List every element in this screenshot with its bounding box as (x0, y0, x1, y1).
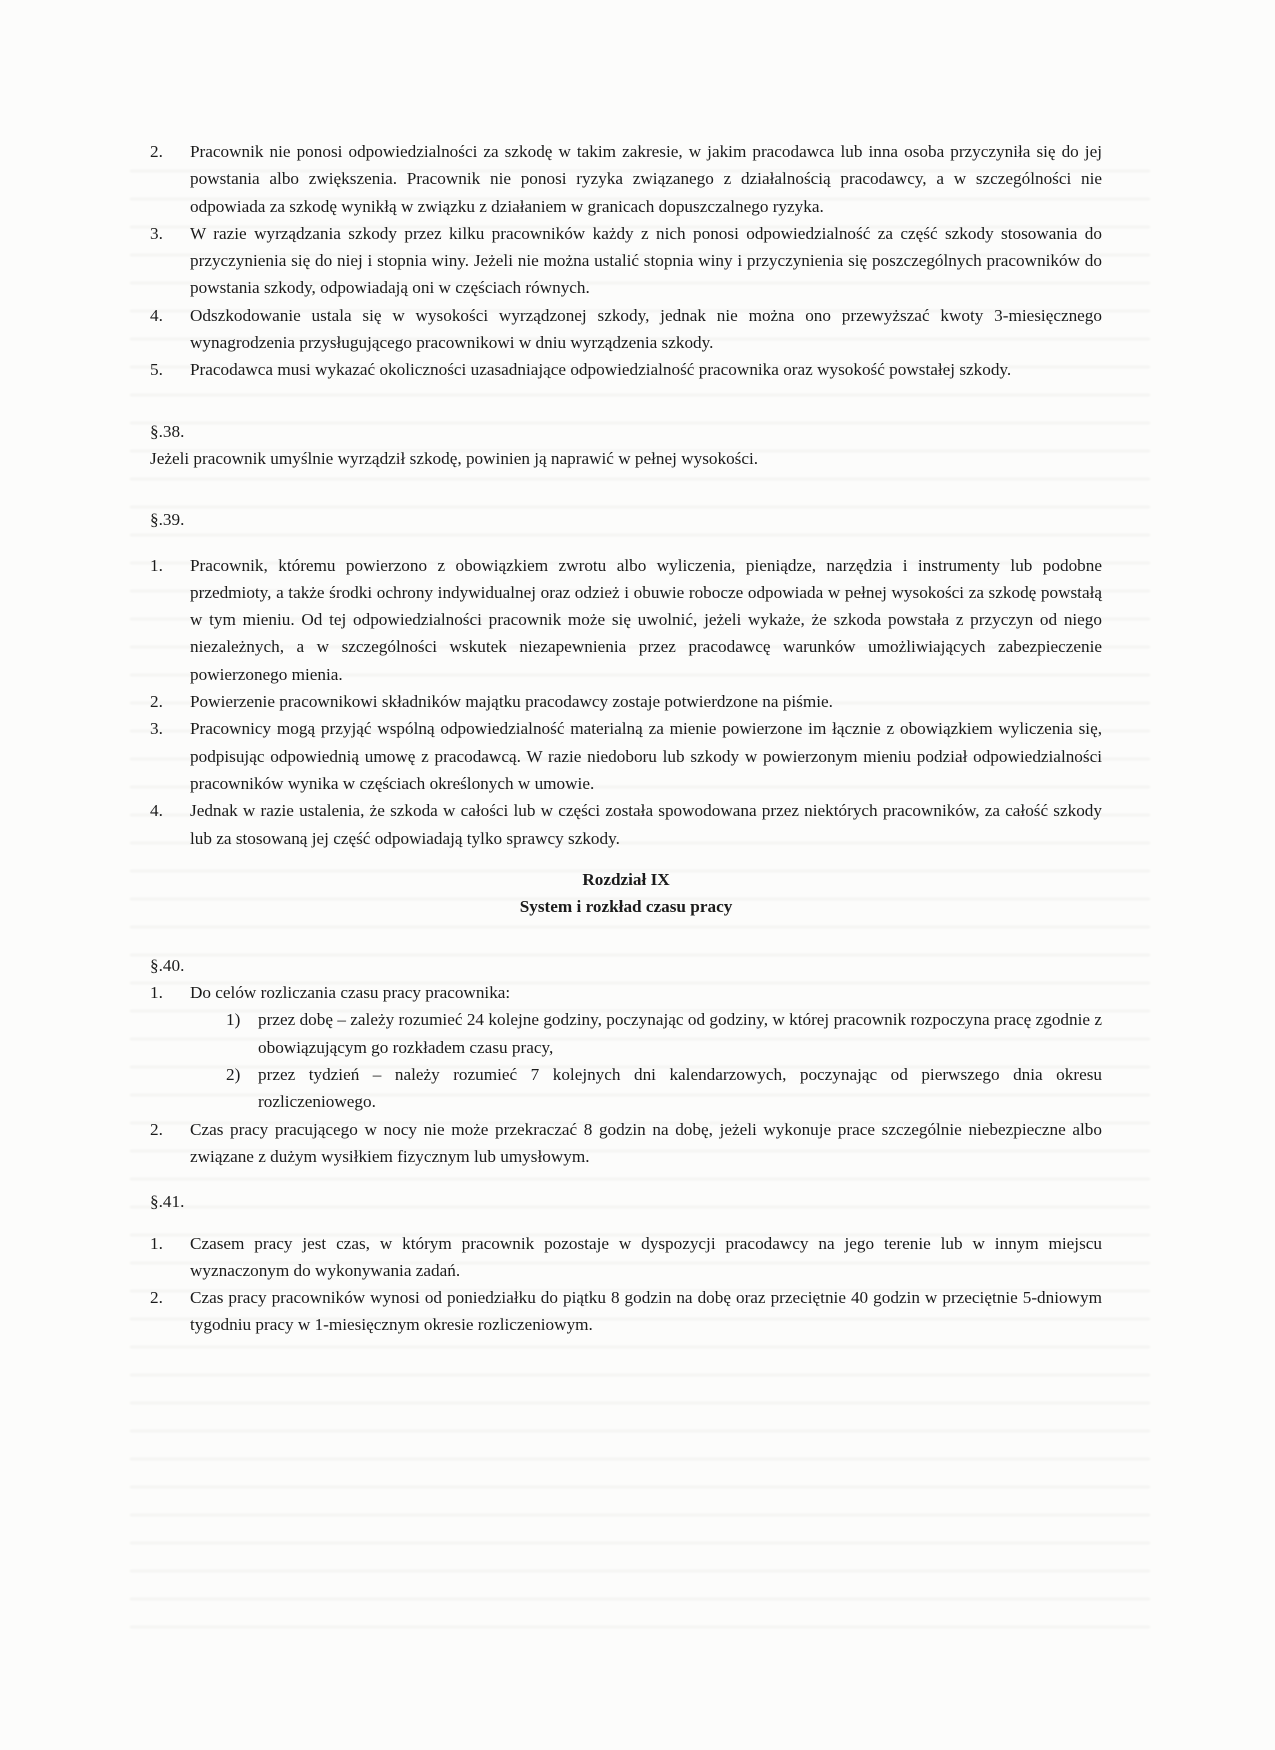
sub-item-text: przez tydzień – należy rozumieć 7 kolejnych dni kalendarzowych, poczynając od pierwszego dnia okresu rozliczeniowego. (258, 1065, 1102, 1112)
item-number: 4. (150, 801, 163, 821)
item-text: Czasem pracy jest czas, w którym pracownik pozostaje w dyspozycji pracodawcy na jego terenie lub w innym miejscu wyznaczonym do wykonywania zadań. (190, 1233, 1102, 1280)
list-item (150, 688, 1102, 715)
list-item (150, 715, 1102, 797)
item-text: Pracownik nie ponosi odpowiedzialności za szkodę w takim zakresie, w jakim pracodawca lub inna osoba przyczyniła się do jej powstania albo zwiększenia. Pracownik nie ponosi ryzyka związanego z działalnością pracodawcy, a w szczególności nie odpowiada za szkodę wynikłą w związku z działaniem w granicach dopuszczalnego ryzyka. (190, 142, 1102, 216)
item-text: Czas pracy pracującego w nocy nie może przekraczać 8 godzin na dobę, jeżeli wykonuje prace szczególnie niebezpieczne albo związane z dużym wysiłkiem fizycznym lub umysłowym. (190, 1119, 1102, 1166)
item-number: 2. (150, 142, 163, 161)
document-body (150, 138, 1102, 1339)
item-number: 5. (150, 360, 163, 380)
item-number: 4. (150, 305, 163, 325)
section-heading-41: §.41. (150, 1192, 185, 1212)
sub-item-text: przez dobę – zależy rozumieć 24 kolejne godziny, poczynając od godziny, w której pracownik rozpoczyna pracę zgodnie z obowiązującym go rozkładem czasu pracy, (258, 1010, 1102, 1057)
item-number: 3. (150, 223, 163, 243)
list-item (150, 220, 1102, 302)
section-heading-40: §.40. (150, 955, 185, 975)
sub-item-number: 2) (226, 1065, 241, 1085)
chapter-heading (150, 866, 1102, 920)
item-number: 2. (150, 1288, 163, 1308)
list-item (150, 1230, 1102, 1285)
list-item (150, 797, 1102, 852)
item-text: Powierzenie pracownikowi składników majątku pracodawcy zostaje potwierdzone na piśmie. (190, 692, 833, 712)
chapter-title: System i rozkład czasu pracy (519, 896, 733, 916)
list-item (150, 302, 1102, 357)
item-number: 2. (150, 1119, 163, 1139)
item-text: Pracownik, któremu powierzono z obowiązkiem zwrotu albo wyliczenia, pieniądze, narzędzia i instrumenty lub podobne przedmioty, a także środki ochrony indywidualnej oraz odzież i obuwie robocze odpowiada w pełnej wysokości za szkodę powstałą w tym mieniu. Od tej odpowiedzialności pracownik może się uwolnić, jeżeli wykaże, że szkoda powstała z przyczyn od niego niezależnych, a w szczególności wskutek niezapewnienia przez pracodawcę warunków umożliwiających zabezpieczenie powierzonego mienia. (190, 555, 1102, 684)
section-38-text: Jeżeli pracownik umyślnie wyrządził szkodę, powinien ją naprawić w pełnej wysokości. (150, 448, 759, 468)
list-item (150, 356, 1102, 383)
item-text: Jednak w razie ustalenia, że szkoda w całości lub w części została spowodowana przez niektórych pracowników, za całość szkody lub za stosowaną jej część odpowiadają tylko sprawcy szkody. (190, 801, 1102, 848)
item-text: Odszkodowanie ustala się w wysokości wyrządzonej szkody, jednak nie można ono przewyższać kwoty 3-miesięcznego wynagrodzenia przysługującego pracownikowi w dniu wyrządzenia szkody. (190, 305, 1102, 353)
list-item (150, 1284, 1102, 1339)
item-text: W razie wyrządzania szkody przez kilku pracowników każdy z nich ponosi odpowiedzialność za część szkody stosowania do przyczynienia się do niej i stopnia winy. Jeżeli nie można ustalić stopnia winy i przyczynienia się poszczególnych pracowników do powstania szkody, odpowiadają oni w częściach równych. (190, 223, 1102, 298)
chapter-number: Rozdział IX (582, 869, 670, 889)
item-number: 2. (150, 692, 163, 712)
section-heading-38: §.38. (150, 421, 185, 441)
sub-list-item (150, 1061, 1102, 1116)
item-number: 1. (150, 1233, 163, 1253)
list-item (150, 979, 1102, 1006)
item-text: Pracownicy mogą przyjąć wspólną odpowiedzialność materialną za mienie powierzone im łącznie z obowiązkiem wyliczenia się, podpisując odpowiednią umowę z pracodawcą. W razie niedoboru lub szkody w powierzonym mieniu podział odpowiedzialności pracowników wynika w częściach określonych w umowie. (190, 719, 1102, 793)
item-text: Czas pracy pracowników wynosi od poniedziałku do piątku 8 godzin na dobę oraz przeciętnie 40 godzin w przeciętnie 5-dniowym tygodniu pracy w 1-miesięcznym okresie rozliczeniowym. (190, 1288, 1102, 1335)
item-number: 1. (150, 555, 163, 575)
sub-list-item (150, 1006, 1102, 1061)
list-item (150, 552, 1102, 688)
sub-item-number: 1) (226, 1010, 241, 1030)
list-item (150, 138, 1102, 220)
item-number: 3. (150, 719, 163, 739)
item-text: Do celów rozliczania czasu pracy pracownika: (190, 983, 511, 1003)
section-heading-39: §.39. (150, 510, 185, 530)
item-number: 1. (150, 983, 163, 1003)
item-text: Pracodawca musi wykazać okoliczności uzasadniające odpowiedzialność pracownika oraz wysokość powstałej szkody. (190, 360, 1012, 380)
list-item (150, 1116, 1102, 1171)
